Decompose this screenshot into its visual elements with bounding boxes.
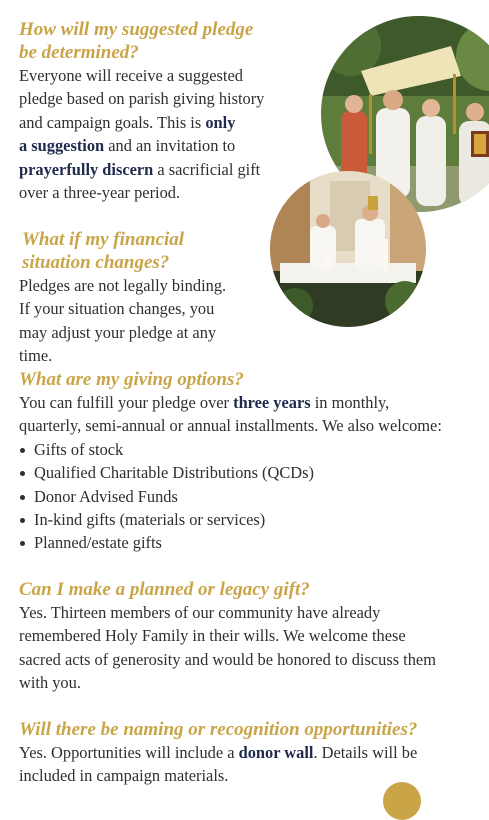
text-line: included in campaign materials. xyxy=(19,766,229,786)
text-line: remembered Holy Family in their wills. We welcome these xyxy=(19,626,406,646)
question-heading: How will my suggested pledge be determined? xyxy=(19,19,254,63)
text-line: You can fulfill your pledge over three years in monthly, xyxy=(19,393,390,412)
question-heading: What are my giving options? xyxy=(19,369,244,390)
emphasis-text: only xyxy=(205,112,236,132)
emphasis-text: donor wall xyxy=(238,743,314,762)
list-item: Gifts of stock xyxy=(19,438,469,461)
answer-text xyxy=(19,391,469,438)
answer-text xyxy=(19,601,479,695)
question-heading: Will there be naming or recognition opportunities? xyxy=(19,719,418,740)
list-item: In-kind gifts (materials or services) xyxy=(19,508,469,531)
giving-options-list xyxy=(19,438,469,555)
text-line: Everyone will receive a suggested xyxy=(19,66,243,85)
altar-photo xyxy=(270,171,426,327)
emphasis-text: three years xyxy=(233,393,311,412)
emphasis-text: prayerfully discern xyxy=(19,159,154,179)
text-line: over a three-year period. xyxy=(19,183,181,203)
list-item: Donor Advised Funds xyxy=(19,485,469,508)
question-heading: Can I make a planned or legacy gift? xyxy=(19,579,310,600)
faq-financial-change xyxy=(19,228,249,368)
faq-pledge-determination xyxy=(19,18,269,204)
text-line: prayerfully discern a sacrificial gift xyxy=(19,159,261,179)
list-item: Qualified Charitable Distributions (QCDs) xyxy=(19,461,469,484)
text-line: quarterly, semi-annual or annual installments. We also welcome: xyxy=(19,416,442,436)
answer-text xyxy=(19,64,269,204)
emphasis-text: a suggestion xyxy=(19,136,105,156)
answer-text xyxy=(19,274,249,368)
text-line: and campaign goals. This is only xyxy=(19,112,236,132)
text-line: a suggestion and an invitation to xyxy=(19,136,236,156)
text-line: pledge based on parish giving history xyxy=(19,89,265,109)
text-line: Yes. Opportunities will include a donor wall. Details will be xyxy=(19,743,418,762)
text-line: may adjust your pledge at any time. xyxy=(19,322,217,366)
faq-legacy-gift xyxy=(19,578,479,695)
text-line: with you. xyxy=(19,673,81,693)
text-line: sacred acts of generosity and would be honored to discuss them xyxy=(19,649,436,669)
faq-giving-options xyxy=(19,368,469,555)
answer-text xyxy=(19,741,479,788)
question-heading: What if my financial situation changes? xyxy=(22,229,185,273)
faq-recognition xyxy=(19,718,479,788)
text-line: Yes. Thirteen members of our community have already xyxy=(19,603,381,622)
list-item: Planned/estate gifts xyxy=(19,531,469,554)
text-line: If your situation changes, you xyxy=(19,299,215,319)
text-line: Pledges are not legally binding. xyxy=(19,276,227,295)
